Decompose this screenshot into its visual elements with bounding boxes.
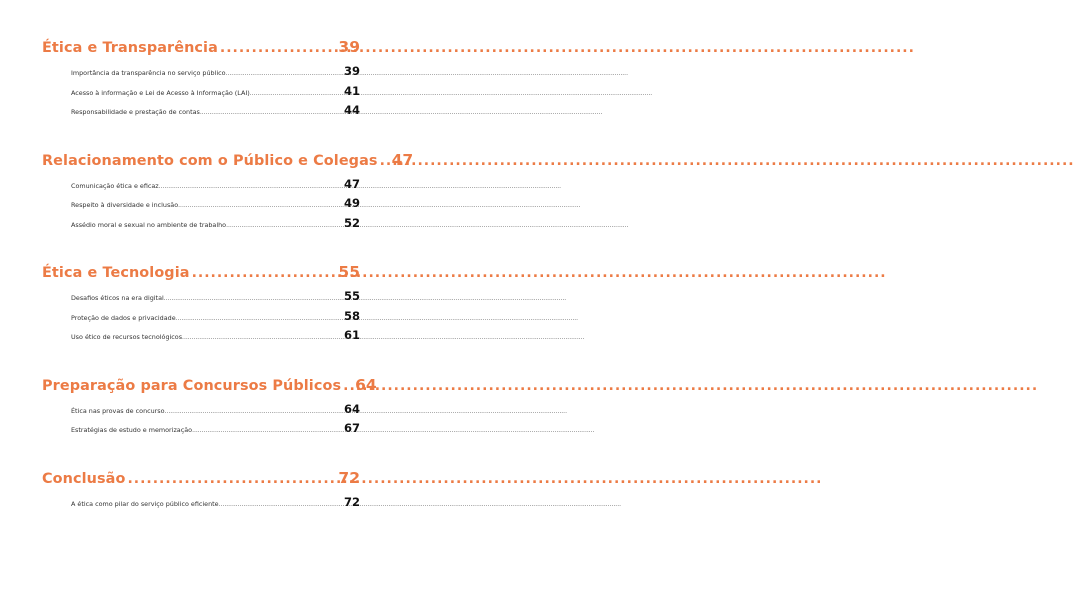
chapter-page-number: 72 [338, 468, 360, 487]
entry-page-number: 39 [343, 64, 360, 78]
chapter-title: Ética e Tecnologia [42, 265, 190, 281]
entry-title: Comunicação ética e eficaz [71, 181, 159, 190]
chapter-page-number: 64 [355, 375, 377, 394]
entry-page-number: 49 [343, 196, 360, 210]
entry-title: Desafios éticos na era digital [71, 294, 164, 302]
dot-leader [250, 90, 343, 97]
entry-title: Proteção de dados e privacidade [71, 313, 176, 322]
toc-entries [71, 402, 360, 441]
entry-title: Uso ético de recursos tecnológicos [71, 333, 183, 341]
entry-page-number: 55 [343, 289, 360, 303]
entry-page-number: 58 [343, 308, 360, 323]
chapter-title: Ética e Transparência [42, 40, 218, 56]
entry-title: Assédio moral e sexual no ambiente de trabalho [71, 220, 227, 229]
dot-leader [380, 153, 390, 169]
dot-leader [159, 183, 343, 190]
toc-entry-row[interactable] [71, 177, 360, 197]
chapter-page-number: 39 [338, 38, 360, 56]
entry-page-number: 61 [343, 328, 360, 342]
toc-section [42, 38, 360, 123]
toc-entry-row[interactable] [71, 289, 360, 309]
entry-page-number: 44 [343, 103, 360, 117]
toc-page [0, 0, 420, 595]
toc-entry-row[interactable] [71, 64, 360, 84]
entry-title: Ética nas provas de concurso [71, 406, 165, 415]
dot-leader [127, 471, 336, 487]
chapter-title: Preparação para Concursos Públicos [42, 377, 342, 394]
toc-entry-row[interactable] [71, 84, 360, 104]
dot-leader [200, 109, 343, 116]
dot-leader [220, 40, 337, 56]
section-spacer [42, 235, 360, 263]
dot-leader [176, 315, 343, 322]
toc-chapter-row[interactable] [42, 150, 414, 177]
entry-page-number: 72 [343, 494, 360, 509]
chapter-title: Conclusão [42, 470, 126, 487]
toc-section [42, 375, 377, 441]
toc-entries [71, 177, 360, 236]
toc-entry-row[interactable] [71, 216, 360, 236]
dot-leader [178, 202, 343, 209]
toc-entries [71, 64, 360, 123]
entry-title: Responsabilidade e prestação de contas [71, 108, 200, 116]
toc-entry-row[interactable] [71, 196, 360, 216]
dot-leader [164, 295, 343, 302]
dot-leader [226, 222, 343, 229]
toc-entry-row[interactable] [71, 402, 360, 422]
toc-section [42, 469, 360, 515]
dot-leader [219, 501, 343, 508]
toc-chapter-row[interactable] [42, 469, 360, 495]
entry-page-number: 52 [343, 215, 360, 230]
toc-chapter-row[interactable] [42, 375, 377, 402]
entry-page-number: 67 [343, 421, 360, 435]
chapter-title: Relacionamento com o Público e Colegas [42, 152, 378, 169]
toc-entry-row[interactable] [71, 328, 360, 348]
entry-title: Respeito à diversidade e inclusão [71, 201, 179, 209]
entry-page-number: 41 [343, 83, 360, 98]
entry-page-number: 64 [343, 401, 360, 416]
toc-section [42, 263, 360, 348]
toc-entry-row[interactable] [71, 495, 360, 515]
entry-title: Estratégias de estudo e memorização [71, 426, 193, 434]
entry-title: Importância da transparência no serviço público [71, 69, 226, 77]
chapter-page-number: 55 [338, 263, 360, 281]
toc-entry-row[interactable] [71, 421, 360, 441]
dot-leader [192, 265, 337, 281]
table-of-contents [42, 38, 414, 514]
dot-leader [182, 334, 343, 341]
toc-entry-row[interactable] [71, 309, 360, 329]
chapter-page-number: 47 [391, 150, 414, 169]
entry-page-number: 47 [343, 176, 360, 191]
entry-title: Acesso à informação e Lei de Acesso à Informação (LAI) [71, 88, 250, 97]
section-spacer [42, 348, 360, 376]
toc-section [42, 150, 414, 236]
dot-leader [343, 378, 353, 394]
dot-leader [226, 70, 343, 77]
toc-entries [71, 495, 360, 515]
dot-leader [165, 408, 343, 415]
entry-title: A ética como pilar do serviço público eficiente [71, 499, 219, 508]
toc-chapter-row[interactable] [42, 38, 360, 64]
toc-chapter-row[interactable] [42, 263, 360, 289]
section-spacer [42, 441, 360, 469]
toc-entries [71, 289, 360, 348]
toc-entry-row[interactable] [71, 103, 360, 123]
dot-leader [192, 427, 343, 434]
section-spacer [42, 123, 360, 151]
